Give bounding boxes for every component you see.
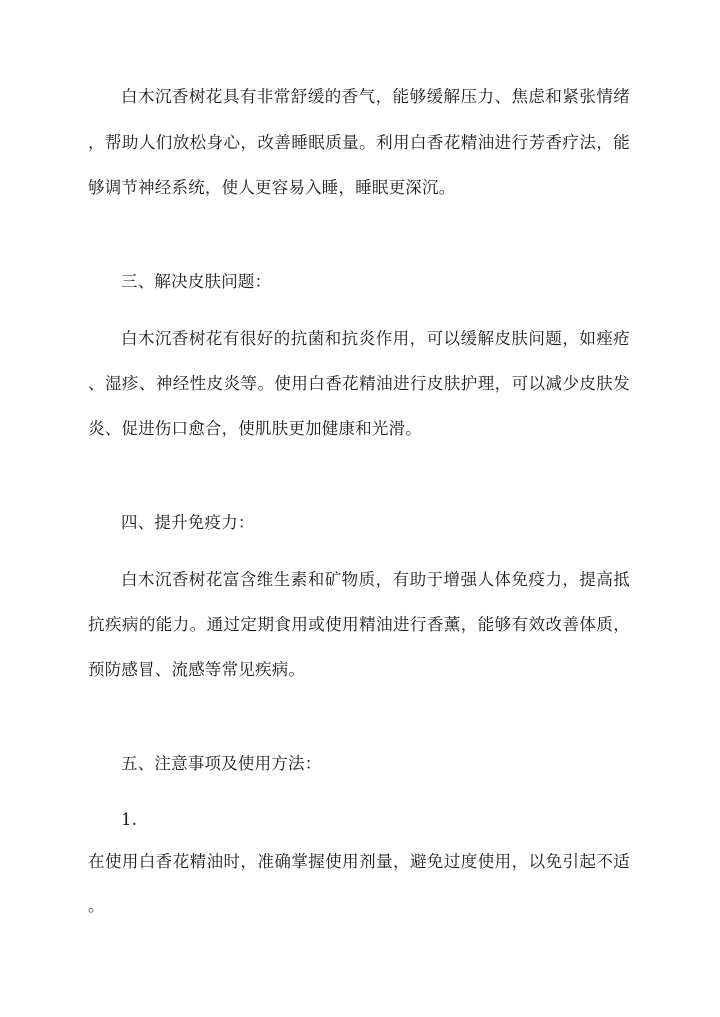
- list-item-text: 在使用白香花精油时，准确掌握使用剂量，避免过度使用，以免引起不适: [88, 852, 630, 871]
- paragraph-line: ，帮助人们放松身心，改善睡眠质量。利用白香花精油进行芳香疗法，能: [88, 133, 630, 152]
- paragraph-line: 炎、促进伤口愈合，使肌肤更加健康和光滑。: [88, 419, 422, 438]
- paragraph-line: 抗疾病的能力。通过定期食用或使用精油进行香薰，能够有效改善体质，: [88, 615, 630, 634]
- paragraph-line: 白木沉香树花富含维生素和矿物质，有助于增强人体免疫力，提高抵: [121, 570, 630, 589]
- list-item-text: 。: [88, 896, 105, 915]
- section-heading: 五、注意事项及使用方法：: [121, 754, 322, 773]
- paragraph-line: 白木沉香树花有很好的抗菌和抗炎作用，可以缓解皮肤问题，如痤疮: [121, 329, 630, 348]
- paragraph-line: 白木沉香树花具有非常舒缓的香气，能够缓解压力、焦虑和紧张情绪: [121, 87, 630, 106]
- section-heading: 三、解决皮肤问题：: [121, 272, 272, 291]
- paragraph-line: 够调节神经系统，使人更容易入睡，睡眠更深沉。: [88, 178, 456, 197]
- paragraph-line: 、湿疹、神经性皮炎等。使用白香花精油进行皮肤护理，可以减少皮肤发: [88, 374, 630, 393]
- paragraph-line: 预防感冒、流感等常见疾病。: [88, 660, 306, 679]
- list-item-number: 1.: [121, 810, 138, 829]
- section-heading: 四、提升免疫力：: [121, 513, 255, 532]
